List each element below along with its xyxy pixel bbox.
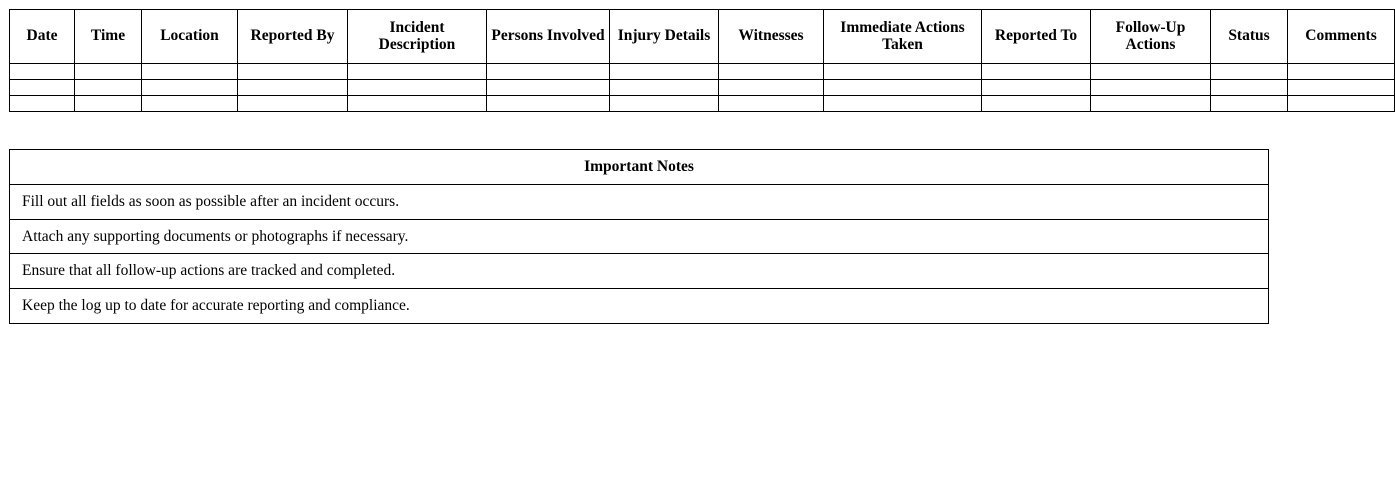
cell-incident-description[interactable] (348, 64, 487, 80)
cell-location[interactable] (142, 96, 238, 112)
column-header-status: Status (1211, 10, 1288, 64)
cell-reported-by[interactable] (238, 96, 348, 112)
cell-immediate-actions[interactable] (824, 96, 982, 112)
note-text: Attach any supporting documents or photographs if necessary. (10, 219, 1269, 254)
cell-witnesses[interactable] (719, 96, 824, 112)
cell-comments[interactable] (1288, 80, 1395, 96)
list-item (10, 254, 1269, 289)
cell-injury-details[interactable] (610, 96, 719, 112)
cell-injury-details[interactable] (610, 64, 719, 80)
cell-witnesses[interactable] (719, 64, 824, 80)
note-text: Keep the log up to date for accurate reporting and compliance. (10, 289, 1269, 324)
incident-log-header (10, 10, 1395, 64)
cell-date[interactable] (10, 64, 75, 80)
cell-date[interactable] (10, 96, 75, 112)
table-row[interactable] (10, 64, 1395, 80)
cell-injury-details[interactable] (610, 80, 719, 96)
cell-persons-involved[interactable] (487, 80, 610, 96)
column-header-incident-description: Incident Description (348, 10, 487, 64)
cell-persons-involved[interactable] (487, 96, 610, 112)
list-item (10, 219, 1269, 254)
important-notes-header (10, 150, 1269, 185)
cell-date[interactable] (10, 80, 75, 96)
column-header-reported-to: Reported To (982, 10, 1091, 64)
important-notes-section (9, 149, 1278, 324)
table-row[interactable] (10, 96, 1395, 112)
cell-comments[interactable] (1288, 64, 1395, 80)
column-header-date: Date (10, 10, 75, 64)
column-header-immediate-actions: Immediate Actions Taken (824, 10, 982, 64)
cell-incident-description[interactable] (348, 96, 487, 112)
cell-reported-by[interactable] (238, 80, 348, 96)
note-text: Fill out all fields as soon as possible after an incident occurs. (10, 184, 1269, 219)
column-header-reported-by: Reported By (238, 10, 348, 64)
cell-reported-to[interactable] (982, 96, 1091, 112)
list-item (10, 184, 1269, 219)
cell-time[interactable] (75, 96, 142, 112)
column-header-persons-involved: Persons Involved (487, 10, 610, 64)
cell-follow-up-actions[interactable] (1091, 80, 1211, 96)
cell-reported-to[interactable] (982, 80, 1091, 96)
cell-immediate-actions[interactable] (824, 80, 982, 96)
cell-follow-up-actions[interactable] (1091, 64, 1211, 80)
cell-status[interactable] (1211, 80, 1288, 96)
cell-reported-by[interactable] (238, 64, 348, 80)
cell-status[interactable] (1211, 96, 1288, 112)
note-text: Ensure that all follow-up actions are tracked and completed. (10, 254, 1269, 289)
list-item (10, 289, 1269, 324)
column-header-time: Time (75, 10, 142, 64)
column-header-follow-up-actions: Follow-Up Actions (1091, 10, 1211, 64)
cell-comments[interactable] (1288, 96, 1395, 112)
table-row[interactable] (10, 80, 1395, 96)
cell-location[interactable] (142, 80, 238, 96)
important-notes-table (9, 149, 1269, 324)
cell-status[interactable] (1211, 64, 1288, 80)
cell-follow-up-actions[interactable] (1091, 96, 1211, 112)
cell-time[interactable] (75, 80, 142, 96)
cell-time[interactable] (75, 64, 142, 80)
incident-log-header-row (10, 10, 1395, 64)
column-header-location: Location (142, 10, 238, 64)
important-notes-body (10, 184, 1269, 323)
cell-incident-description[interactable] (348, 80, 487, 96)
cell-reported-to[interactable] (982, 64, 1091, 80)
cell-witnesses[interactable] (719, 80, 824, 96)
cell-persons-involved[interactable] (487, 64, 610, 80)
important-notes-header-row (10, 150, 1269, 185)
important-notes-title: Important Notes (10, 150, 1269, 185)
incident-log-table (9, 9, 1395, 112)
incident-log-body (10, 64, 1395, 112)
column-header-witnesses: Witnesses (719, 10, 824, 64)
column-header-comments: Comments (1288, 10, 1395, 64)
column-header-injury-details: Injury Details (610, 10, 719, 64)
cell-immediate-actions[interactable] (824, 64, 982, 80)
cell-location[interactable] (142, 64, 238, 80)
